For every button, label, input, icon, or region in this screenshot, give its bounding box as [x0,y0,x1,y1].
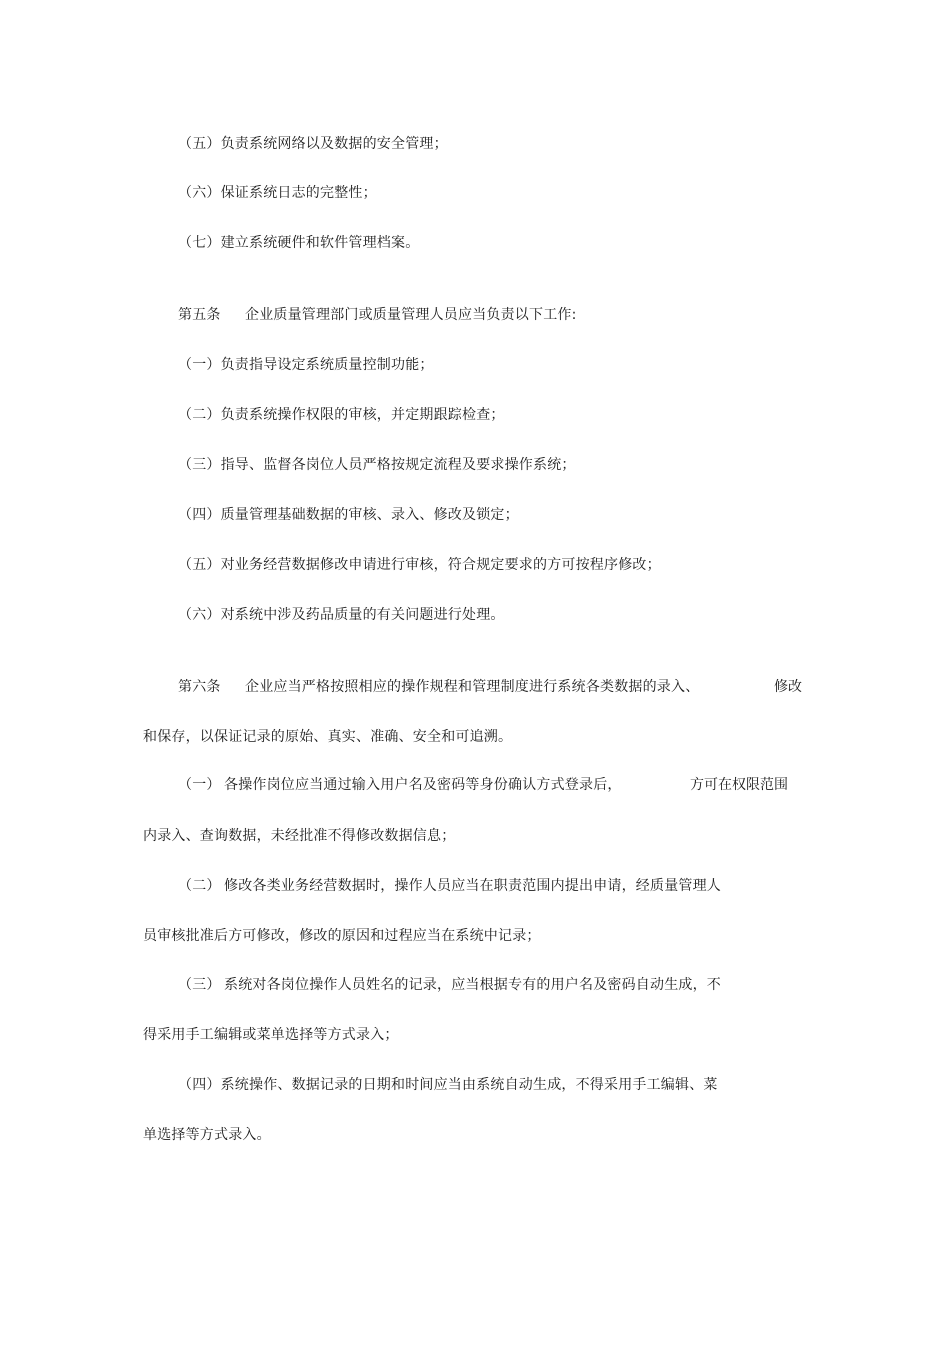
a6-item-4-line2: 单选择等方式录入。 [143,1127,271,1143]
a5-item-3: （三）指导、监督各岗位人员严格按规定流程及要求操作系统； [178,457,576,473]
a5-item-6: （六）对系统中涉及药品质量的有关问题进行处理。 [178,607,505,623]
a5-item-5: （五）对业务经营数据修改申请进行审核，符合规定要求的方可按程序修改； [178,557,661,573]
a6-item-3-line2: 得采用手工编辑或菜单选择等方式录入； [143,1027,399,1043]
article6-intro-part1: 企业应当严格按照相应的操作规程和管理制度进行系统各类数据的录入、 [245,679,700,695]
a5-item-1: （一）负责指导设定系统质量控制功能； [178,357,434,373]
s4-item-7: （七）建立系统硬件和软件管理档案。 [178,235,420,251]
a6-item-2-part1: 修改各类业务经营数据时，操作人员应当在职责范围内提出申请，经质量管理人 [224,878,721,894]
a6-item-4-part1: （四）系统操作、数据记录的日期和时间应当由系统自动生成，不得采用手工编辑、菜 [178,1077,718,1093]
article6-intro-part2: 修改 [774,679,802,695]
a6-item-1-label: （一） [178,777,221,793]
a6-item-2-label: （二） [178,878,221,894]
a6-item-1-line2: 内录入、查询数据，未经批准不得修改数据信息； [143,828,456,844]
a6-item-3-label: （三） [178,977,221,993]
a6-item-1-part1: 各操作岗位应当通过输入用户名及密码等身份确认方式登录后， [224,777,622,793]
s4-item-5: （五）负责系统网络以及数据的安全管理； [178,136,448,152]
article6-heading: 第六条 [178,679,221,695]
a5-item-2: （二）负责系统操作权限的审核，并定期跟踪检查； [178,407,505,423]
a6-item-3-part1: 系统对各岗位操作人员姓名的记录，应当根据专有的用户名及密码自动生成，不 [224,977,721,993]
article5-heading: 第五条 [178,307,221,323]
s4-item-6: （六）保证系统日志的完整性； [178,185,377,201]
a5-item-4: （四）质量管理基础数据的审核、录入、修改及锁定； [178,507,519,523]
article5-intro: 企业质量管理部门或质量管理人员应当负责以下工作: [245,307,577,323]
article6-intro-line2: 和保存，以保证记录的原始、真实、准确、安全和可追溯。 [143,729,513,745]
a6-item-1-part2: 方可在权限范围 [690,777,788,793]
a6-item-2-line2: 员审核批准后方可修改，修改的原因和过程应当在系统中记录； [143,928,541,944]
